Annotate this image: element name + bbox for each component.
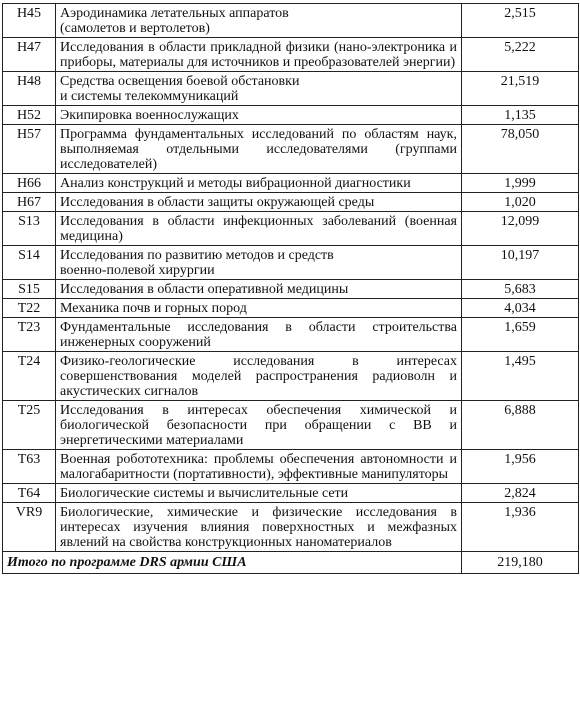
program-amount: 12,099 (462, 212, 579, 246)
program-title: Физико-геологические исследования в интересах совершенствования моделей распространения радиоволн и акустических сигналов (56, 352, 462, 401)
program-code: H67 (3, 193, 56, 212)
program-title: Исследования в области защиты окружающей среды (56, 193, 462, 212)
table-row (3, 125, 579, 174)
program-amount: 1,659 (462, 318, 579, 352)
table-row (3, 401, 579, 450)
program-code: S13 (3, 212, 56, 246)
program-code: T64 (3, 484, 56, 503)
table-row (3, 352, 579, 401)
table-row (3, 212, 579, 246)
total-label: Итого по программе DRS армии США (3, 552, 462, 574)
program-code: H45 (3, 4, 56, 38)
program-code: S14 (3, 246, 56, 280)
program-title: Фундаментальные исследования в области строительства инженерных сооружений (56, 318, 462, 352)
program-title: Исследования по развитию методов и средств военно-полевой хирургии (56, 246, 462, 280)
program-title: Биологические системы и вычислительные сети (56, 484, 462, 503)
program-amount: 4,034 (462, 299, 579, 318)
table-row (3, 106, 579, 125)
program-code: H52 (3, 106, 56, 125)
program-amount: 78,050 (462, 125, 579, 174)
program-title: Анализ конструкций и методы вибрационной диагностики (56, 174, 462, 193)
program-amount: 5,683 (462, 280, 579, 299)
program-code: H66 (3, 174, 56, 193)
program-amount: 2,824 (462, 484, 579, 503)
program-amount: 21,519 (462, 72, 579, 106)
program-amount: 5,222 (462, 38, 579, 72)
program-title: Исследования в области оперативной медицины (56, 280, 462, 299)
table-row (3, 72, 579, 106)
program-title: Исследования в интересах обеспечения химической и биологической безопасности при обращении с ВВ и энергетическими материалами (56, 401, 462, 450)
program-amount: 1,495 (462, 352, 579, 401)
program-amount: 1,020 (462, 193, 579, 212)
program-amount: 1,936 (462, 503, 579, 552)
total-row (3, 552, 579, 574)
table-row (3, 193, 579, 212)
program-title: Военная робототехника: проблемы обеспечения автономности и малогабаритности (портативности), эффективные манипуляторы (56, 450, 462, 484)
program-code: T25 (3, 401, 56, 450)
table-row (3, 484, 579, 503)
budget-table-body (3, 4, 579, 552)
program-title: Аэродинамика летательных аппаратов (самолетов и вертолетов) (56, 4, 462, 38)
program-code: T24 (3, 352, 56, 401)
program-code: H48 (3, 72, 56, 106)
document-page (0, 3, 580, 722)
program-code: H47 (3, 38, 56, 72)
table-row (3, 174, 579, 193)
program-code: VR9 (3, 503, 56, 552)
program-title: Исследования в области инфекционных заболеваний (военная медицина) (56, 212, 462, 246)
table-row (3, 450, 579, 484)
program-code: T22 (3, 299, 56, 318)
program-amount: 2,515 (462, 4, 579, 38)
budget-table (2, 3, 579, 574)
program-title: Биологические, химические и физические исследования в интересах изучения влияния поверхностных и межфазных явлений на свойства конструкционных наноматериалов (56, 503, 462, 552)
program-code: T23 (3, 318, 56, 352)
table-row (3, 246, 579, 280)
program-title: Исследования в области прикладной физики (нано-электроника и приборы, материалы для источников и преобразователей энергии) (56, 38, 462, 72)
table-row (3, 280, 579, 299)
table-row (3, 299, 579, 318)
program-amount: 6,888 (462, 401, 579, 450)
program-code: T63 (3, 450, 56, 484)
program-code: H57 (3, 125, 56, 174)
table-row (3, 4, 579, 38)
table-row (3, 38, 579, 72)
program-title: Средства освещения боевой обстановки и системы телекоммуникаций (56, 72, 462, 106)
program-code: S15 (3, 280, 56, 299)
total-amount: 219,180 (462, 552, 579, 574)
program-amount: 1,956 (462, 450, 579, 484)
program-title: Экипировка военнослужащих (56, 106, 462, 125)
table-row (3, 503, 579, 552)
program-title: Механика почв и горных пород (56, 299, 462, 318)
program-amount: 1,135 (462, 106, 579, 125)
program-amount: 10,197 (462, 246, 579, 280)
program-amount: 1,999 (462, 174, 579, 193)
table-row (3, 318, 579, 352)
program-title: Программа фундаментальных исследований по областям наук, выполняемая отдельными исследователями (группами исследователей) (56, 125, 462, 174)
